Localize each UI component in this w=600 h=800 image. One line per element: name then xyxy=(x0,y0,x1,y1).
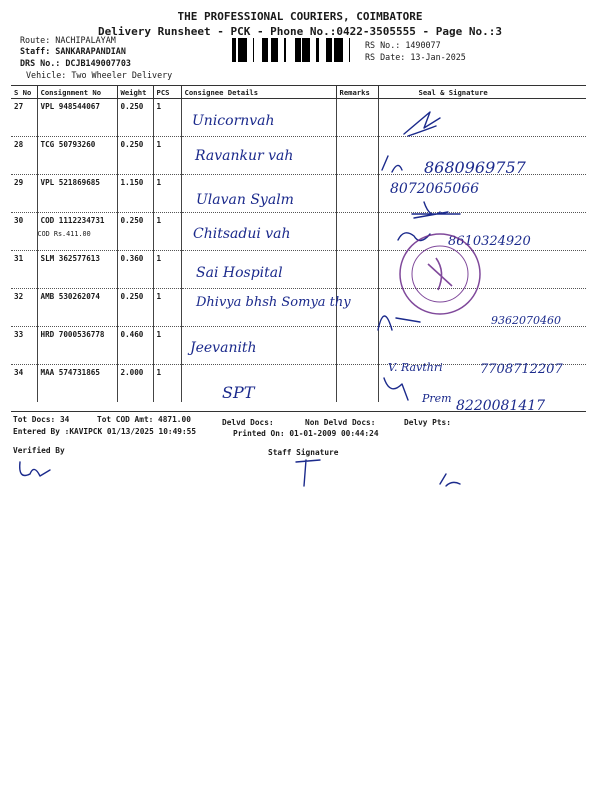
company-title: THE PROFESSIONAL COURIERS, COIMBATORE xyxy=(177,10,423,23)
cell-sno: 30 xyxy=(11,213,37,251)
barcode-bar xyxy=(238,38,241,62)
cell-weight: 0.360 xyxy=(117,251,153,289)
vehicle-label: Vehicle: Two Wheeler Delivery xyxy=(26,70,173,80)
handwritten-consignee: Jeevanith xyxy=(190,340,257,356)
barcode-bar xyxy=(331,38,332,62)
table-row xyxy=(11,99,586,137)
barcode-bar xyxy=(235,38,236,62)
cell-weight: 0.460 xyxy=(117,327,153,365)
cell-weight: 0.250 xyxy=(117,99,153,137)
barcode-bar xyxy=(271,38,272,62)
barcode-bar xyxy=(277,38,278,62)
barcode-bar xyxy=(262,38,265,62)
table-row xyxy=(11,175,586,213)
table-row xyxy=(11,251,586,289)
non-delivered-docs: Non Delvd Docs: xyxy=(305,418,376,427)
barcode-bar xyxy=(296,38,298,62)
barcode-bar xyxy=(241,38,242,62)
handwritten-phone: 8680969757 xyxy=(424,158,526,177)
rs-date: RS Date: 13-Jan-2025 xyxy=(365,52,466,62)
cell-weight: 0.250 xyxy=(117,213,153,251)
cell-remarks xyxy=(336,175,378,213)
header-seal: Seal & Signature xyxy=(378,86,586,99)
cell-consignment: HRD 7000536778 xyxy=(37,327,117,365)
cell-pcs: 1 xyxy=(153,327,181,365)
cell-remarks xyxy=(336,213,378,251)
cell-pcs: 1 xyxy=(153,251,181,289)
barcode-bar xyxy=(232,38,235,62)
cell-pcs: 1 xyxy=(153,175,181,213)
header-sno: S No xyxy=(11,86,37,99)
cell-seal xyxy=(378,327,586,365)
cell-sno: 27 xyxy=(11,99,37,137)
barcode-bar xyxy=(253,38,254,62)
cell-seal xyxy=(378,99,586,137)
cell-weight: 0.250 xyxy=(117,289,153,327)
cell-consignment: MAA 574731865 xyxy=(37,365,117,403)
barcode-bar xyxy=(295,38,296,62)
barcode-bar xyxy=(274,38,277,62)
cell-weight: 0.250 xyxy=(117,137,153,175)
header-consignee: Consignee Details xyxy=(181,86,336,99)
cell-sno: 32 xyxy=(11,289,37,327)
handwritten-consignee: Sai Hospital xyxy=(196,265,283,281)
barcode-bar xyxy=(302,38,304,62)
barcode-bar xyxy=(307,38,308,62)
barcode-bar xyxy=(298,38,301,62)
cell-consignment xyxy=(37,213,117,251)
cell-consignment: AMB 530262074 xyxy=(37,289,117,327)
signature-mark xyxy=(296,460,320,486)
barcode-bar xyxy=(284,38,286,62)
barcode-bar xyxy=(242,38,244,62)
cell-pcs: 1 xyxy=(153,289,181,327)
cell-consignment: TCG 50793260 xyxy=(37,137,117,175)
consignment-number: COD 1112234731 xyxy=(40,216,105,225)
cell-weight: 2.000 xyxy=(117,365,153,403)
cell-sno: 28 xyxy=(11,137,37,175)
handwritten-phone: 8220081417 xyxy=(456,398,546,414)
handwritten-consignee: Ulavan Syalm xyxy=(196,192,294,208)
total-docs: Tot Docs: 34 xyxy=(13,415,70,424)
cell-remarks xyxy=(336,137,378,175)
handwritten-consignee: Chitsadui vah xyxy=(193,226,291,242)
cell-sno: 34 xyxy=(11,365,37,403)
signature-mark xyxy=(440,474,460,486)
cell-sno: 29 xyxy=(11,175,37,213)
barcode-bar xyxy=(338,38,340,62)
delivered-docs: Delvd Docs: xyxy=(222,418,274,427)
barcode-bar xyxy=(272,38,274,62)
cell-seal xyxy=(378,251,586,289)
delivery-points: Delvy Pts: xyxy=(404,418,451,427)
runsheet-title: Delivery Runsheet - PCK - Phone No.:0422-3505555 - Page No.:3 xyxy=(98,25,502,38)
barcode-bar xyxy=(337,38,338,62)
barcode-bar xyxy=(244,38,247,62)
verified-by-label: Verified By xyxy=(13,446,65,455)
header-consignment: Consignment No xyxy=(37,86,117,99)
cell-consignment: VPL 948544067 xyxy=(37,99,117,137)
total-cod-amount: Tot COD Amt: 4871.00 xyxy=(97,415,191,424)
cell-remarks xyxy=(336,365,378,403)
barcode-bar xyxy=(340,38,343,62)
barcode-image xyxy=(232,38,358,62)
table-header-row xyxy=(11,86,586,99)
handwritten-consignee: SPT xyxy=(222,383,255,402)
cod-amount: COD Rs.411.00 xyxy=(37,230,91,238)
handwritten-phone: 9362070460 xyxy=(491,314,561,327)
printed-on: Printed On: 01-01-2009 00:44:24 xyxy=(233,429,379,438)
handwritten-name: V. Ravthri xyxy=(388,361,443,374)
cell-consignment: VPL 521869685 xyxy=(37,175,117,213)
barcode-bar xyxy=(349,38,350,62)
cell-remarks xyxy=(336,327,378,365)
cell-sno: 31 xyxy=(11,251,37,289)
handwritten-phone: 7708712207 xyxy=(480,362,563,377)
rs-number: RS No.: 1490077 xyxy=(365,40,441,50)
cell-pcs: 1 xyxy=(153,99,181,137)
cell-remarks xyxy=(336,99,378,137)
cell-weight: 1.150 xyxy=(117,175,153,213)
handwritten-consignee: Dhivya bhsh Somya thy xyxy=(196,295,351,310)
barcode-bar xyxy=(265,38,266,62)
handwritten-phone: 8072065066 xyxy=(390,181,480,197)
barcode-bar xyxy=(266,38,268,62)
entered-by: Entered By :KAVIPCK 01/13/2025 10:49:55 xyxy=(13,427,197,436)
barcode-bar xyxy=(326,38,328,62)
barcode-bar xyxy=(308,38,310,62)
barcode-bar xyxy=(328,38,331,62)
barcode-bar xyxy=(304,38,307,62)
cell-sno: 33 xyxy=(11,327,37,365)
staff-signature-label: Staff Signature xyxy=(268,448,339,457)
handwritten-name: Prem xyxy=(422,392,452,405)
cell-consignee xyxy=(181,365,336,403)
drs-label: DRS No.: DCJB149007703 xyxy=(20,58,131,68)
route-label: Route: NACHIPALAYAM xyxy=(20,35,116,45)
cell-remarks xyxy=(336,251,378,289)
barcode-bar xyxy=(316,38,319,62)
header-weight: Weight xyxy=(117,86,153,99)
barcode-bar xyxy=(334,38,337,62)
handwritten-phone: 8610324920 xyxy=(448,234,531,249)
handwritten-consignee: Ravankur vah xyxy=(195,148,294,164)
signature-mark xyxy=(20,462,50,476)
cell-pcs: 1 xyxy=(153,137,181,175)
cell-pcs: 1 xyxy=(153,365,181,403)
cell-pcs: 1 xyxy=(153,213,181,251)
header-remarks: Remarks xyxy=(336,86,378,99)
table-row xyxy=(11,327,586,365)
handwritten-consignee: Unicornvah xyxy=(192,113,275,129)
cell-consignment: SLM 362577613 xyxy=(37,251,117,289)
header-pcs: PCS xyxy=(153,86,181,99)
staff-label: Staff: SANKARAPANDIAN xyxy=(20,46,126,56)
